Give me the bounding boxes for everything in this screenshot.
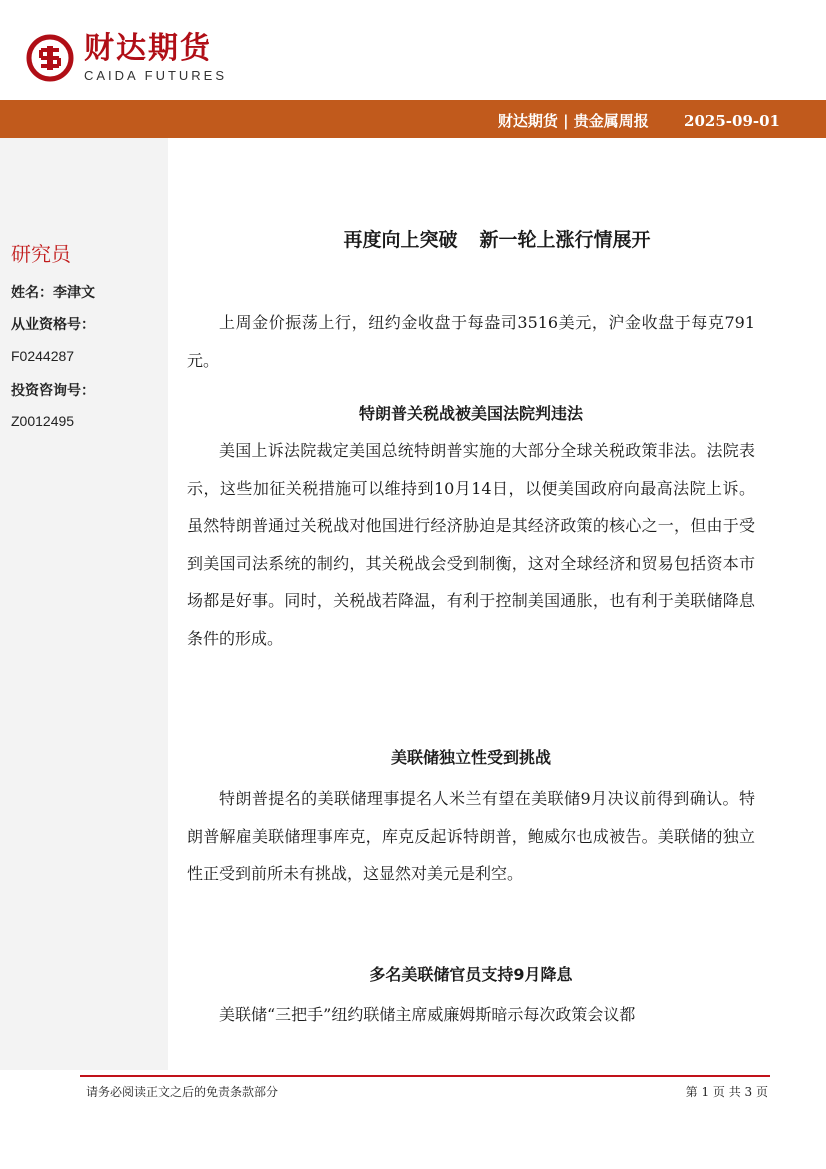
consult-code: Z0012495 xyxy=(11,413,75,429)
section-body: 美联储“三把手”纽约联储主席威廉姆斯暗示每次政策会议都 xyxy=(219,1005,636,1024)
section-heading: 多名美联储官员支持9月降息 xyxy=(369,965,573,984)
consult-label: 投资咨询号： xyxy=(11,383,95,399)
report-series: 财达期货 | 贵金属周报 xyxy=(497,112,649,130)
intro-paragraph: 上周金价振荡上行，纽约金收盘于每盎司3516美元，沪金收盘于每克791元。 xyxy=(187,313,755,370)
section-heading: 特朗普关税战被美国法院判违法 xyxy=(358,404,583,423)
brand-name-en: CAIDA FUTURES xyxy=(84,68,228,83)
qualification-code: F0244287 xyxy=(11,348,75,364)
header-band-text xyxy=(498,110,780,131)
qualification-label: 从业资格号： xyxy=(11,317,95,333)
disclaimer-note: 请务必阅读正文之后的免责条款部分 xyxy=(86,1085,279,1099)
sidebar xyxy=(0,138,168,1070)
brand-name-cn: 财达期货 xyxy=(84,31,212,66)
brand xyxy=(84,32,227,83)
title-part-1: 再度向上突破 xyxy=(343,229,458,251)
article-title xyxy=(168,225,826,252)
section-heading: 美联储独立性受到挑战 xyxy=(390,748,551,767)
page-number: 第 1 页 共 3 页 xyxy=(685,1085,768,1099)
analyst-name: 姓名：李津文 xyxy=(11,285,95,301)
section-body: 特朗普提名的美联储理事提名人米兰有望在美联储9月决议前得到确认。特朗普解雇美联储理事库克，库克反起诉特朗普，鲍威尔也成被告。美联储的独立性正受到前所未有挑战，这显然对美元是利空。 xyxy=(187,789,755,884)
sidebar-title: 研究员 xyxy=(11,242,71,266)
caida-logo-icon xyxy=(26,34,74,82)
footer-divider xyxy=(80,1075,770,1077)
title-part-2: 新一轮上涨行情展开 xyxy=(479,229,651,251)
report-date: 2025-09-01 xyxy=(684,112,780,130)
section-body: 美国上诉法院裁定美国总统特朗普实施的大部分全球关税政策非法。法院表示，这些加征关税措施可以维持到10月14日，以便美国政府向最高法院上诉。虽然特朗普通过关税战对他国进行经济胁迫是其经济政策的核心之一，但由于受到美国司法系统的制约，其关税战会受到制衡，这对全球经济和贸易包括资本市场都是好事。同时，关税战若降温，有利于控制美国通胀，也有利于美联储降息条件的形成。 xyxy=(187,441,755,648)
